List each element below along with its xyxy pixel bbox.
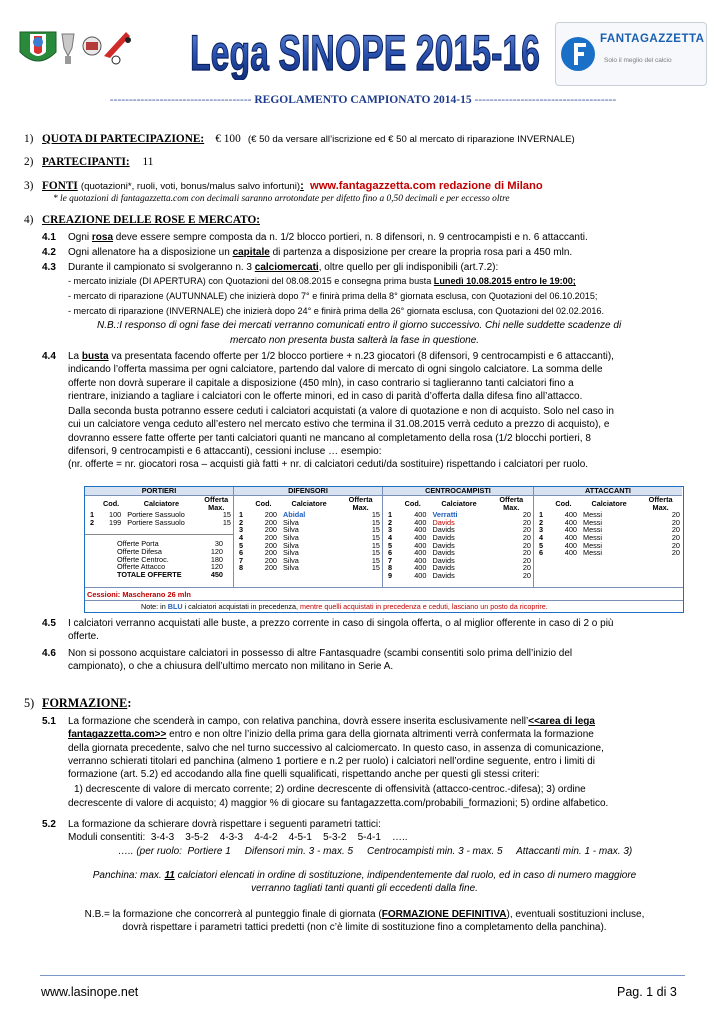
table-row: 2 199 Portiere Sassuolo 15	[89, 517, 231, 527]
para-4-1: 4.1 Ogni rosa deve essere sempre composta da n. 1/2 blocco portieri, n. 8 difensori, n. 9 centrocampisti e n. 6 attaccanti.	[42, 232, 588, 243]
table-row: 1 100 Portiere Sassuolo 15	[89, 510, 231, 520]
table-group-centrocampisti: CENTROCAMPISTI Cod. Calciatore Offerta Max. 1 400 Verratti 20 2 400 Davids 20 3 400 Davids 20 4 400 Davids 20 5 400 Davids 20 6 400 Davids 20 7 400 Davids 20 8 400 Davids 20 9 400 Davids 20	[383, 487, 534, 587]
fonti-footnote: * le quotazioni di fantagazzetta.com con decimali saranno arrotondate per difetto fino a 0,50 decimali e per eccesso oltre	[53, 194, 510, 204]
formazione-nb: N.B.= la formazione che concorrerà al punteggio finale di giornata (FORMAZIONE DEFINITIVA), eventuali sostituzioni incluse, dovrà rispettare i parametri tattici predetti (non c’è limite di sostituzione fino a completamento della panchina).	[84, 909, 645, 934]
league-title: Lega SINOPE 2015-16	[190, 25, 540, 80]
league-title-graphic	[186, 22, 544, 80]
footer-divider	[40, 975, 685, 976]
table-row: 3 200 Silva 15	[238, 525, 380, 535]
ruoli-limiti: ….. (per ruolo: Portiere 1 Difensori min. 3 - max. 5 Centrocampisti min. 3 - max. 5 Attaccanti min. 1 - max. 3)	[118, 845, 633, 857]
para-4-4: 4.4 La busta va presentata facendo offerte per 1/2 blocco portiere + n.23 giocatori (8 difensori, 9 centrocampisti e 6 attaccanti), indicando l’offerta massima per ogni calciatore, partendo dal valore di mercato di ogni singolo calciatore. La somma delle offerte non dovrà superare il capitale a disposizione (450 mln), in caso contrario si taglieranno tanti calciatori fino a rientrare, iniziando a tagliare i calciatori con le offerte minori, ed in caso di parità d’offerta dalla difesa fino all’attacco. Dalla seconda busta potranno essere ceduti i calciatori acquistati (a valore di quotazione e non di acquisto. Solo nel caso in cui un calciatore venga ceduto all’estero nel mercato estivo che termina il 31.08.2015 verrà ceduto a prezzo di acquisto), e dovranno essere fatte offerte per tanti calciatori quanti ne mancano al completamento della rosa (1/2 blocchi portieri, 8 difensori, 9 centrocampisti e 6 attaccanti), cessioni incluse … esempio: (nr. offerte = nr. giocatori rosa – acquisti già fatti + nr. di calciatori ceduti/da sostituire) rispettando i calciatori per ruolo.	[42, 351, 614, 471]
table-row: 5 200 Silva 15	[238, 540, 380, 550]
table-row: 6 400 Davids 20	[387, 548, 531, 558]
table-row: 2 400 Davids 20	[387, 517, 531, 527]
panchina-rule: Panchina: max. 11 calciatori elencati in ordine di sostituzione, indipendentemente dal ruolo, ed in caso di numero maggiore verranno tagliati tanti quanti gli eccedenti dalla fine.	[92, 870, 637, 895]
table-row: 3 400 Messi 20	[538, 525, 680, 535]
table-row: 5 400 Davids 20	[387, 540, 531, 550]
mercato-autunnale: - mercato di riparazione (AUTUNNALE) che inizierà dopo 7° e finirà prima della 8° giornata esclusa, con Quotazioni del 06.10.2015;	[68, 291, 598, 301]
table-row: 6 400 Messi 20	[538, 548, 680, 558]
fantagazzetta-link[interactable]: www.fantagazzetta.com redazione di Milano	[310, 180, 543, 192]
para-4-2: 4.2 Ogni allenatore ha a disposizione un capitale di partenza a disposizione per creare la propria rosa pari a 450 mln.	[42, 247, 573, 258]
mercato-nb-line2: mercato non presenta busta salterà la fase in questione.	[230, 335, 480, 346]
summary-row: Offerte Attacco 120	[117, 562, 223, 572]
table-row: 4 200 Silva 15	[238, 532, 380, 542]
fantagazzetta-logo	[555, 22, 707, 86]
para-4-6: 4.6 Non si possono acquistare calciatori in possesso di altre Fantasquadre (scambi consentiti solo prima dell’inizio del campionato), o che a chiusura dell’ultimo mercato non militano in Serie A.	[42, 648, 573, 673]
table-row: 8 400 Davids 20	[387, 563, 531, 573]
mercato-invernale: - mercato di riparazione (INVERNALE) che inizierà dopo 24° e finirà prima della 26° giornata esclusa, con Quotazioni del 02.02.2016.	[68, 306, 605, 316]
summary-row: Offerte Centroc. 180	[117, 554, 223, 564]
table-row: 1 400 Messi 20	[538, 510, 680, 520]
table-row: 8 200 Silva 15	[238, 563, 380, 573]
footer-page-number: Pag. 1 di 3	[617, 985, 677, 999]
table-row: 7 400 Davids 20	[387, 555, 531, 565]
section-fonti: 3) FONTI (quotazioni*, ruoli, voti, bonus/malus salvo infortuni): www.fantagazzetta.com redazione di Milano	[24, 180, 543, 192]
table-cessioni: Cessioni: Mascherano 26 mln	[87, 590, 191, 599]
footer-site-link[interactable]: www.lasinope.net	[41, 985, 139, 999]
league-crest-logos	[16, 26, 176, 70]
section-quota: 1) QUOTA DI PARTECIPAZIONE: € 100 (€ 50 da versare all’iscrizione ed € 50 al mercato di riparazione INVERNALE)	[24, 133, 575, 145]
moduli-consentiti: Moduli consentiti: 3-4-3 3-5-2 4-3-3 4-4-2 4-5-1 5-3-2 5-4-1 …..	[68, 832, 408, 844]
section-creazione: 4) CREAZIONE DELLE ROSE E MERCATO:	[24, 214, 261, 226]
summary-row: Offerte Porta 30	[117, 539, 223, 549]
summary-row: Offerte Difesa 120	[117, 546, 223, 556]
section-formazione: 5) FORMAZIONE:	[24, 696, 132, 710]
mercato-nb-line1: N.B.:I responso di ogni fase dei mercati verranno comunicati entro il giorno successivo. Chi nelle suddette scadenze di	[97, 320, 622, 331]
example-offer-table	[84, 486, 684, 613]
table-row: 7 200 Silva 15	[238, 555, 380, 565]
para-5-1: 5.1 La formazione che scenderà in campo, con relativa panchina, dovrà essere inserita esclusivamente nell’<<area di lega fantagazzetta.com>> entro e non oltre l’inizio della prima gara della giornata altrimenti verrà confermata la formazione della giornata precedente, salvo che nel turno successivo al calciomercato. In questo caso, in assenza di comunicazione, verranno schierati titolari ed panchina (almeno 1 portiere e n.2 per ruolo) i calciatori nell’ordine seguente, entro i limiti di formazione (art. 5.2) ed accodando alla fine quelli squalificati, rispettando anche per questi gli stessi criteri: 1) decrescente di valore di mercato corrente; 2) ordine decrescente di offensività (attacco-centroc.-difesa); 3) ordine decrescente di valore di acquisto; 4) maggior % di giocare su fantagazzetta.com/probabili_formazioni; 5) ordine alfabetico.	[42, 716, 609, 809]
table-row: 4 400 Messi 20	[538, 532, 680, 542]
section-quota-label: QUOTA DI PARTECIPAZIONE:	[42, 133, 205, 145]
area-lega-link[interactable]: <<area di lega	[528, 716, 595, 727]
para-5-2: 5.2 La formazione da schierare dovrà rispettare i seguenti parametri tattici: Moduli consentiti: 3-4-3 3-5-2 4-3-3 4-4-2 4-5-1 5-3-2 5-4-1 ….. ….. (per ruolo: Portiere 1 Difensori min. 3 - max. 5 Centrocampisti min. 3 - max. 5 Attaccanti min. 1 - max. 3)	[42, 818, 687, 858]
table-row: 4 400 Davids 20	[387, 532, 531, 542]
table-row: 1 200 Abidal 15	[238, 510, 380, 520]
para-4-5: 4.5 I calciatori verranno acquistati alle buste, a prezzo corrente in caso di singola offerta, o al miglior offerente in caso di 2 o più offerte.	[42, 618, 614, 643]
para-4-3: 4.3 Durante il campionato si svolgeranno n. 3 calciomercati, oltre quello per gli indisponibili (art.7.2):	[42, 262, 499, 273]
table-note: Note: in BLU i calciatori acquistati in precedenza, mentre quelli acquistati in precedenza e ceduti, lasciano un posto da ricoprire.	[141, 602, 548, 611]
section-formazione-label: FORMAZIONE	[42, 696, 128, 710]
table-group-difensori: DIFENSORI Cod. Calciatore Offerta Max. 1 200 Abidal 15 2 200 Silva 15 3 200 Silva 15 4 200 Silva 15 5 200 Silva 15 6 200 Silva 15 7 200 Silva 15 8 200 Silva 15	[234, 487, 383, 587]
table-row: 1 400 Verratti 20	[387, 510, 531, 520]
section-partecipanti-label: PARTECIPANTI:	[42, 156, 130, 168]
table-row: 6 200 Silva 15	[238, 548, 380, 558]
section-creazione-label: CREAZIONE DELLE ROSE E MERCATO:	[42, 214, 261, 226]
table-group-attaccanti: ATTACCANTI Cod. Calciatore Offerta Max. 1 400 Messi 20 2 400 Messi 20 3 400 Messi 20 4 400 Messi 20 5 400 Messi 20 6 400 Messi 20	[534, 487, 682, 587]
table-row: 5 400 Messi 20	[538, 540, 680, 550]
table-row: 2 200 Silva 15	[238, 517, 380, 527]
section-fonti-label: FONTI	[42, 180, 78, 192]
fantagazzetta-logo-name: FANTAGAZZETTA	[600, 33, 705, 45]
table-row: 3 400 Davids 20	[387, 525, 531, 535]
table-row: 9 400 Davids 20	[387, 570, 531, 580]
table-group-portieri: PORTIERI Cod. Calciatore Offerta Max. 1 100 Portiere Sassuolo 15 2 199 Portiere Sassuolo 15 Offerte Porta 30 Offerte Difesa 120 Offerte Centroc. 180 Offerte Attacco 120 TOTALE OFFERTE 450	[85, 487, 234, 587]
regulation-title-text: REGOLAMENTO CAMPIONATO 2014-15	[254, 94, 472, 106]
fantagazzetta-logo-tagline: Solo il meglio del calcio	[604, 57, 672, 64]
table-row: 2 400 Messi 20	[538, 517, 680, 527]
regulation-title: ------------------------------------- REGOLAMENTO CAMPIONATO 2014-15 -------------------------------------	[109, 94, 617, 106]
section-partecipanti: 2) PARTECIPANTI: 11	[24, 156, 154, 168]
mercato-iniziale: - mercato iniziale (DI APERTURA) con Quotazioni del 08.08.2015 e consegna prima busta Lunedì 10.08.2015 entro le 19:00;	[68, 276, 576, 286]
